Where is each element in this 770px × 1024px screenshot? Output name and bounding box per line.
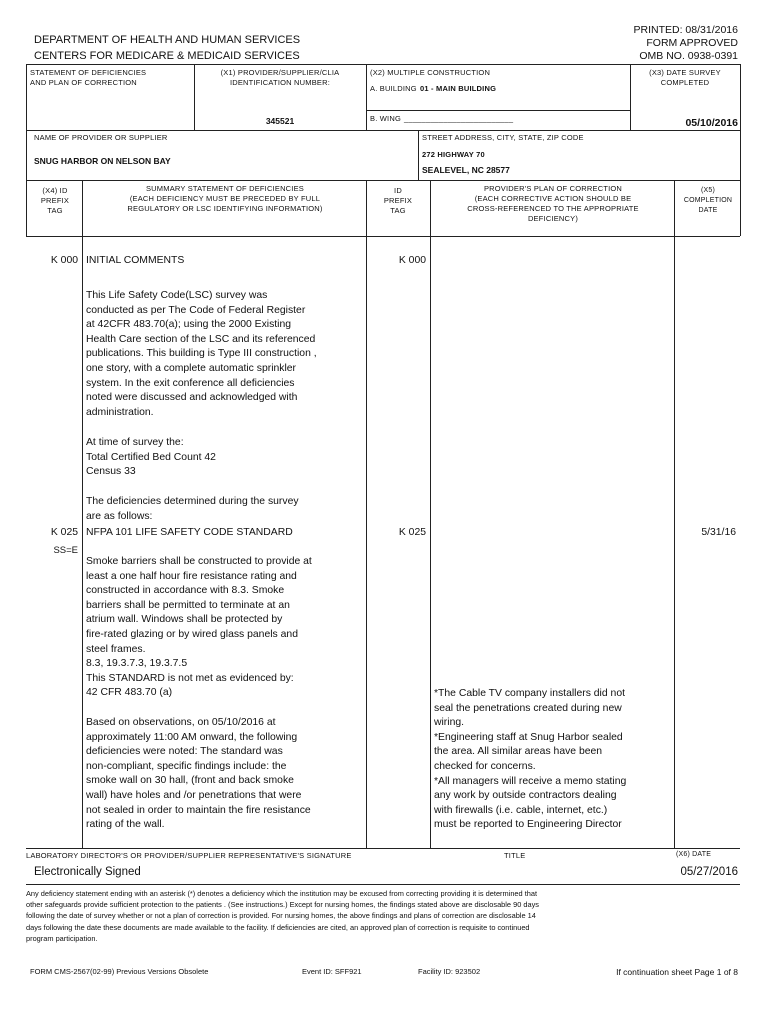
form-number: FORM CMS-2567(02-99) Previous Versions Obsolete bbox=[30, 967, 209, 976]
printed-date: PRINTED: 08/31/2016 bbox=[633, 24, 738, 36]
x6-date-label: (X6) DATE bbox=[676, 851, 712, 858]
continuation-sheet: If continuation sheet Page 1 of 8 bbox=[616, 967, 738, 977]
k000-id: K 000 bbox=[398, 255, 426, 266]
census-block: At time of survey the: Total Certified Bed Count 42 Census 33 bbox=[86, 437, 216, 478]
x2-label: (X2) MULTIPLE CONSTRUCTION bbox=[370, 68, 491, 77]
k025-findings: Based on observations, on 05/10/2016 at approximately 11:00 AM onward, the following deficiencies were noted: The standard was non-compliant, specific findings include: the smoke wall on 30 hall, (front and back smoke wall) have holes and /or penetrations that were not sealed in order to maintain the fire resistance rating of the wall. bbox=[86, 717, 311, 831]
disclaimer-text: Any deficiency statement ending with an asterisk (*) denotes a deficiency which the institution may be excused from correcting providing it is determined that other safeguards provide sufficient protection to the patients . (See instructions.) Except for nursing homes, the findings stated above are disclosable 90 days following the date of survey whether or not a plan of correction is provided. For nursing homes, the above findings and plans of correction are disclosable 14 days following the date these documents are made available to the facility. If deficiencies are cited, an approved plan of correction is requisite to continued program participation. bbox=[26, 889, 539, 943]
event-id: Event ID: SFF921 bbox=[302, 967, 362, 976]
rule-table-bottom bbox=[26, 848, 740, 849]
rule-left bbox=[26, 64, 27, 236]
rule-id-bottom bbox=[26, 130, 740, 131]
wing-label: B. WING bbox=[370, 114, 401, 123]
determined-text: The deficiencies determined during the survey are as follows: bbox=[86, 496, 299, 522]
rule-top bbox=[26, 64, 740, 65]
rule-provider-bottom bbox=[26, 180, 740, 181]
k000-tag: K 000 bbox=[50, 255, 78, 266]
agency-name: CENTERS FOR MEDICARE & MEDICAID SERVICES bbox=[34, 50, 300, 62]
statement-label: STATEMENT OF DEFICIENCIES AND PLAN OF CORRECTION bbox=[30, 68, 147, 87]
rule-col-x4 bbox=[82, 180, 83, 848]
x4-header: (X4) ID PREFIX TAG bbox=[40, 186, 70, 215]
provider-name-value: SNUG HARBOR ON NELSON BAY bbox=[34, 156, 171, 166]
building-value: 01 - MAIN BUILDING bbox=[420, 84, 497, 93]
rule-right bbox=[740, 64, 741, 236]
plan-of-correction: *The Cable TV company installers did not seal the penetrations created during new wiring. *Engineering staff at Snug Harbor sealed the area. All similar areas have been checked for concerns. *All managers will receive a memo stating any work by outside contractors dealing with firewalls (i.e. cable, internet, etc.) must be reported to Engineering Director bbox=[434, 688, 627, 831]
rule-address bbox=[418, 130, 419, 180]
k025-completion-date: 5/31/16 bbox=[701, 527, 736, 538]
x5-header: (X5) COMPLETION DATE bbox=[683, 187, 733, 214]
wing-blank: _________________________ bbox=[404, 114, 514, 123]
k000-body: This Life Safety Code(LSC) survey was conducted as per The Code of Federal Register at 42CFR 483.70(a); using the 2000 Existing Health Care section of the LSC and its referenced publications. This building is Type III construction , one story, with a complete automatic sprinkler system. In the exit conference all deficiencies noted were discussed and acknowledged with administration. bbox=[86, 290, 317, 418]
title-label: TITLE bbox=[504, 851, 526, 860]
rule-columns-bottom bbox=[26, 236, 740, 237]
facility-id: Facility ID: 923502 bbox=[418, 967, 481, 976]
x3-label: (X3) DATE SURVEY COMPLETED bbox=[649, 68, 721, 87]
rule-col-id bbox=[430, 180, 431, 848]
x1-value: 345521 bbox=[265, 116, 295, 126]
rule-x1 bbox=[194, 64, 195, 130]
address-line2: SEALEVEL, NC 28577 bbox=[422, 165, 510, 175]
rule-x3 bbox=[630, 64, 631, 130]
x3-value: 05/10/2016 bbox=[685, 117, 738, 129]
rule-building bbox=[366, 110, 630, 111]
department-name: DEPARTMENT OF HEALTH AND HUMAN SERVICES bbox=[34, 34, 301, 46]
summary-header: SUMMARY STATEMENT OF DEFICIENCIES (EACH DEFICIENCY MUST BE PRECEDED BY FULL REGULATORY OR LSC IDENTIFYING INFORMATION) bbox=[127, 184, 323, 213]
k025-title: NFPA 101 LIFE SAFETY CODE STANDARD bbox=[86, 527, 293, 538]
k025-tag: K 025 bbox=[50, 527, 78, 538]
k025-body: Smoke barriers shall be constructed to provide at least a one half hour fire resistance rating and constructed in accordance with 8.3. Smoke barriers shall be permitted to terminate at an atrium wall. Windows shall be protected by fire-rated glazing or by wired glass panels and steel frames. 8.3, 19.3.7.3, 19.3.7.5 This STANDARD is not met as evidenced by: 42 CFR 483.70 (a) bbox=[86, 556, 312, 699]
signature-value: Electronically Signed bbox=[34, 866, 141, 878]
director-signature-label: LABORATORY DIRECTOR'S OR PROVIDER/SUPPLIER REPRESENTATIVE'S SIGNATURE bbox=[26, 851, 352, 860]
x1-label: (X1) PROVIDER/SUPPLIER/CLIA IDENTIFICATION NUMBER: bbox=[220, 68, 340, 87]
omb-number: OMB NO. 0938-0391 bbox=[639, 50, 738, 62]
address-label: STREET ADDRESS, CITY, STATE, ZIP CODE bbox=[422, 133, 584, 142]
plan-header: PROVIDER'S PLAN OF CORRECTION (EACH CORRECTIVE ACTION SHOULD BE CROSS-REFERENCED TO THE APPROPRIATE DEFICIENCY) bbox=[467, 184, 639, 223]
rule-col-plan bbox=[674, 180, 675, 848]
rule-col-summary bbox=[366, 180, 367, 848]
provider-name-label: NAME OF PROVIDER OR SUPPLIER bbox=[34, 133, 168, 142]
k000-title: INITIAL COMMENTS bbox=[86, 255, 185, 266]
building-label: A. BUILDING bbox=[370, 84, 417, 93]
k025-id: K 025 bbox=[398, 527, 426, 538]
address-line1: 272 HIGHWAY 70 bbox=[422, 150, 485, 159]
rule-x2 bbox=[366, 64, 367, 130]
rule-signature-bottom bbox=[26, 884, 740, 885]
signature-date: 05/27/2016 bbox=[680, 866, 738, 878]
form-approved: FORM APPROVED bbox=[646, 37, 738, 49]
k025-ss: SS=E bbox=[53, 545, 78, 556]
id-header: ID PREFIX TAG bbox=[383, 186, 413, 215]
